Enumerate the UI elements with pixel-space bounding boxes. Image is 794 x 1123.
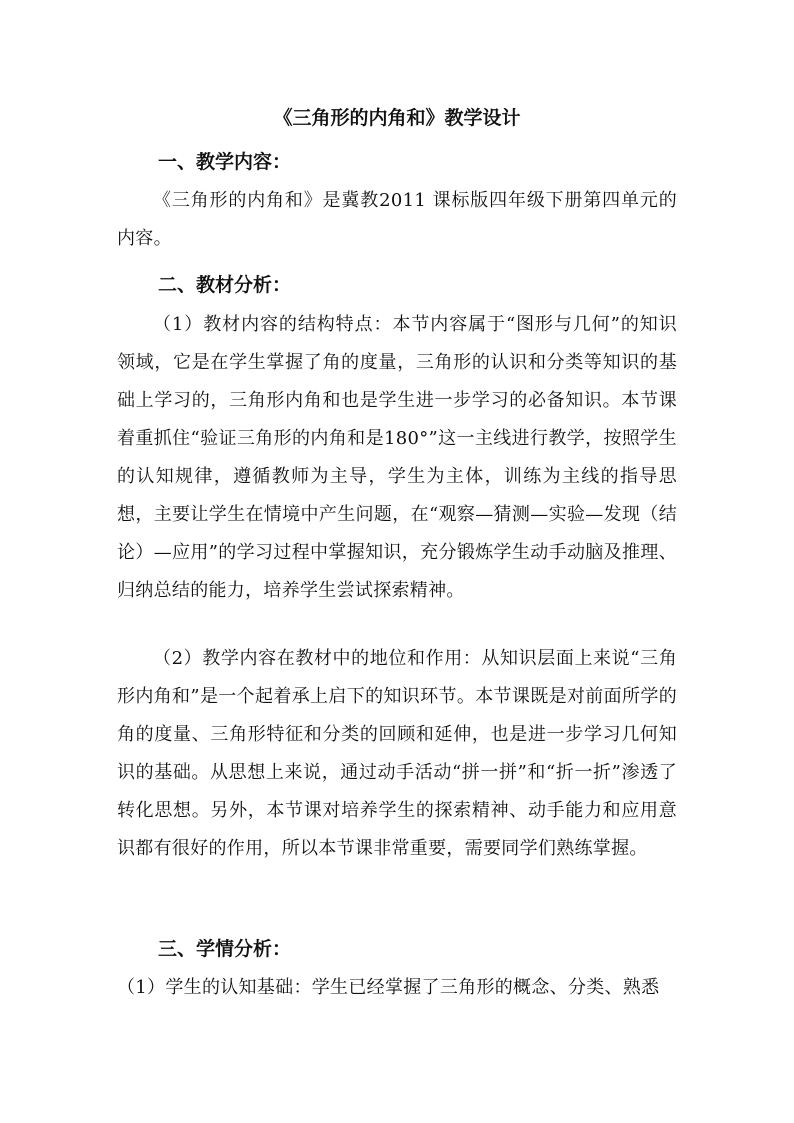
paragraph-teaching-content: 《三角形的内角和》是冀教2011 课标版四年级下册第四单元的内容。: [117, 190, 677, 249]
paragraph-structure-features: （1）教材内容的结构特点：本节内容属于“图形与几何”的知识领域，它是在学生掌握了角的度量，三角形的认识和分类等知识的基础上学习的，三角形内角和也是学生进一步学习的必备知识。本节课着重抓住“验证三角形的内角和是180°”这一主线进行教学，按照学生的认知规律，遵循教师为主导，学生为主体，训练为主线的指导思想，主要让学生在情境中产生问题，在“观察—猜测—实验—发现（结论）—应用”的学习过程中掌握知识，充分锻炼学生动手动脑及推理、归纳总结的能力，培养学生尝试探索精神。: [117, 314, 677, 601]
section-heading-material-analysis: 二、教材分析：: [158, 274, 292, 296]
paragraph-status-and-role: （2）教学内容在教材中的地位和作用：从知识层面上来说“三角形内角和”是一个起着承上启下的知识环节。本节课既是对前面所学的角的度量、三角形特征和分类的回顾和延伸，也是进一步学习几何知识的基础。从思想上来说，通过动手活动“拼一拼”和“折一折”渗透了转化思想。另外，本节课对培养学生的探索精神、动手能力和应用意识都有很好的作用，所以本节课非常重要，需要同学们熟练掌握。: [117, 648, 677, 859]
paragraph-cognitive-basis: （1）学生的认知基础：学生已经掌握了三角形的概念、分类、熟悉: [117, 977, 660, 998]
document-title: 《三角形的内角和》教学设计: [273, 107, 521, 129]
section-heading-teaching-content: 一、教学内容：: [158, 151, 292, 173]
section-heading-learner-analysis: 三、学情分析：: [158, 938, 292, 960]
